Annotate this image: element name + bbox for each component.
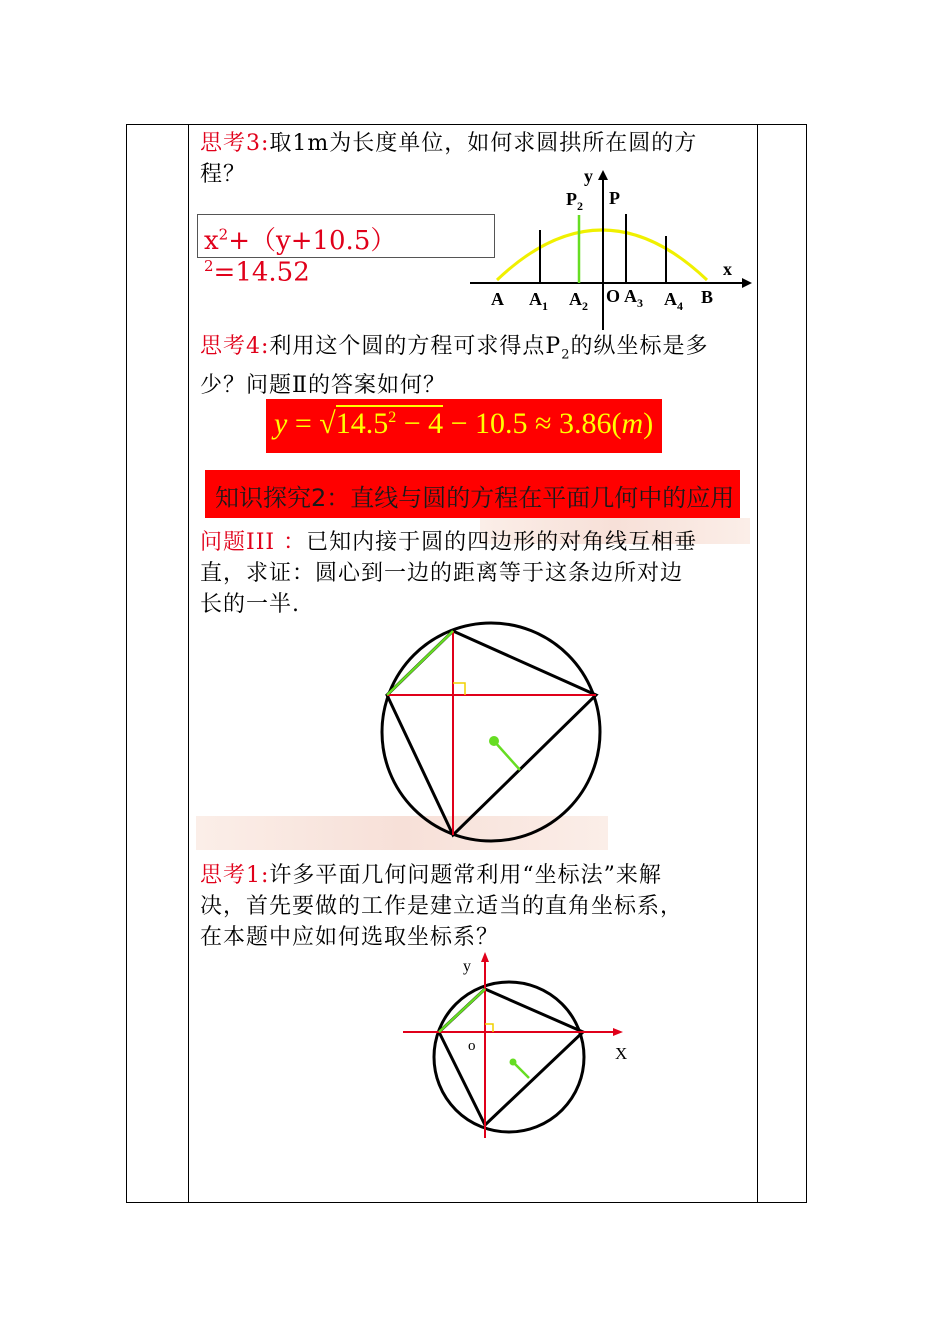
coord-right-angle-mark	[485, 1024, 493, 1032]
coord-y-arrow	[481, 952, 489, 962]
column-divider-left	[188, 124, 189, 1203]
problem3-paragraph	[200, 527, 760, 620]
formula-y: y	[274, 407, 288, 440]
eq-mid: +（y+10.5）	[228, 226, 397, 256]
problem3-text: 已知内接于圆的四边形的对角线互相垂	[306, 530, 698, 555]
x-axis-arrow	[742, 278, 752, 288]
coord-label-X: X	[615, 1044, 628, 1063]
eq-sup2: 2	[204, 257, 214, 275]
think4-sub: 2	[561, 347, 571, 363]
label-A2: $A_2$	[569, 289, 588, 313]
label-A3: $A_3$	[624, 286, 643, 310]
coord-label-y: y	[463, 958, 471, 975]
eq-lhs: x	[204, 226, 219, 256]
formula-eq: =	[287, 407, 320, 440]
coord-quadrilateral	[439, 989, 583, 1125]
coord-side-green	[439, 989, 485, 1032]
circle-center-dot	[489, 736, 499, 746]
quadrilateral	[387, 631, 596, 835]
arch-figure	[460, 160, 760, 335]
label-A: A	[491, 289, 504, 309]
think1-text2: 决，首先要做的工作是建立适当的直角坐标系，	[200, 894, 684, 919]
think1-text: 许多平面几何问题常利用“坐标法”来解	[269, 863, 662, 888]
think4-paragraph	[200, 331, 760, 401]
problem3-text3: 长的一半.	[200, 592, 300, 617]
formula-tail: − 10.5 ≈ 3.86(	[443, 407, 622, 440]
think3-text2: 程？	[200, 162, 247, 187]
think4-label: 思考4:	[200, 334, 270, 359]
think4-text2: 少？问题Ⅱ的答案如何？	[200, 373, 446, 399]
problem3-text2: 直，求证：圆心到一边的距离等于这条边所对边	[200, 561, 684, 586]
coord-label-o: o	[468, 1038, 476, 1054]
formula-close: )	[643, 407, 654, 440]
formula-radicand: 14.5	[335, 407, 389, 440]
think1-paragraph	[200, 860, 760, 953]
formula-sq: 2	[388, 409, 397, 426]
think1-label: 思考1:	[200, 863, 270, 888]
coord-x-arrow	[613, 1028, 623, 1036]
answer-formula-box	[266, 399, 662, 453]
formula-m: m	[621, 407, 644, 440]
label-A4: $A_4$	[664, 289, 683, 313]
label-P: P	[609, 188, 620, 208]
label-P2: $P_2$	[566, 189, 583, 213]
formula-radical	[336, 405, 443, 440]
label-x: x	[723, 259, 732, 279]
think4-text: 利用这个圆的方程可求得点P	[269, 334, 562, 359]
think3-label: 思考3:	[200, 131, 270, 156]
coord-center-dot	[510, 1059, 517, 1066]
eq-sup1: 2	[218, 225, 229, 244]
side-green	[387, 631, 453, 695]
coordinate-figure	[395, 950, 635, 1140]
circle-equation-box	[197, 214, 495, 288]
right-angle-mark	[453, 683, 465, 695]
label-B: B	[701, 287, 714, 307]
circumcircle	[382, 623, 600, 841]
formula-rest: − 4	[396, 407, 444, 440]
think3-text: 取1m为长度单位，如何求圆拱所在圆的方	[269, 131, 698, 156]
think1-text3: 在本题中应如何选取坐标系？	[200, 925, 500, 950]
eq-rhs: =14.52	[213, 257, 310, 288]
quadrilateral-figure	[375, 620, 615, 845]
sqrt-sign: √	[319, 407, 336, 440]
problem3-label: 问题III ：	[200, 530, 307, 555]
knowledge-banner: 知识探究2：直线与圆的方程在平面几何中的应用	[205, 470, 740, 518]
label-y: y	[584, 166, 593, 186]
center-perpendicular	[494, 741, 520, 770]
label-A1: $A_1$	[529, 289, 548, 313]
label-O: O	[606, 286, 621, 306]
think4-text-b: 的纵坐标是多	[570, 334, 709, 359]
coord-circle	[434, 982, 584, 1132]
y-axis-arrow	[598, 170, 608, 180]
